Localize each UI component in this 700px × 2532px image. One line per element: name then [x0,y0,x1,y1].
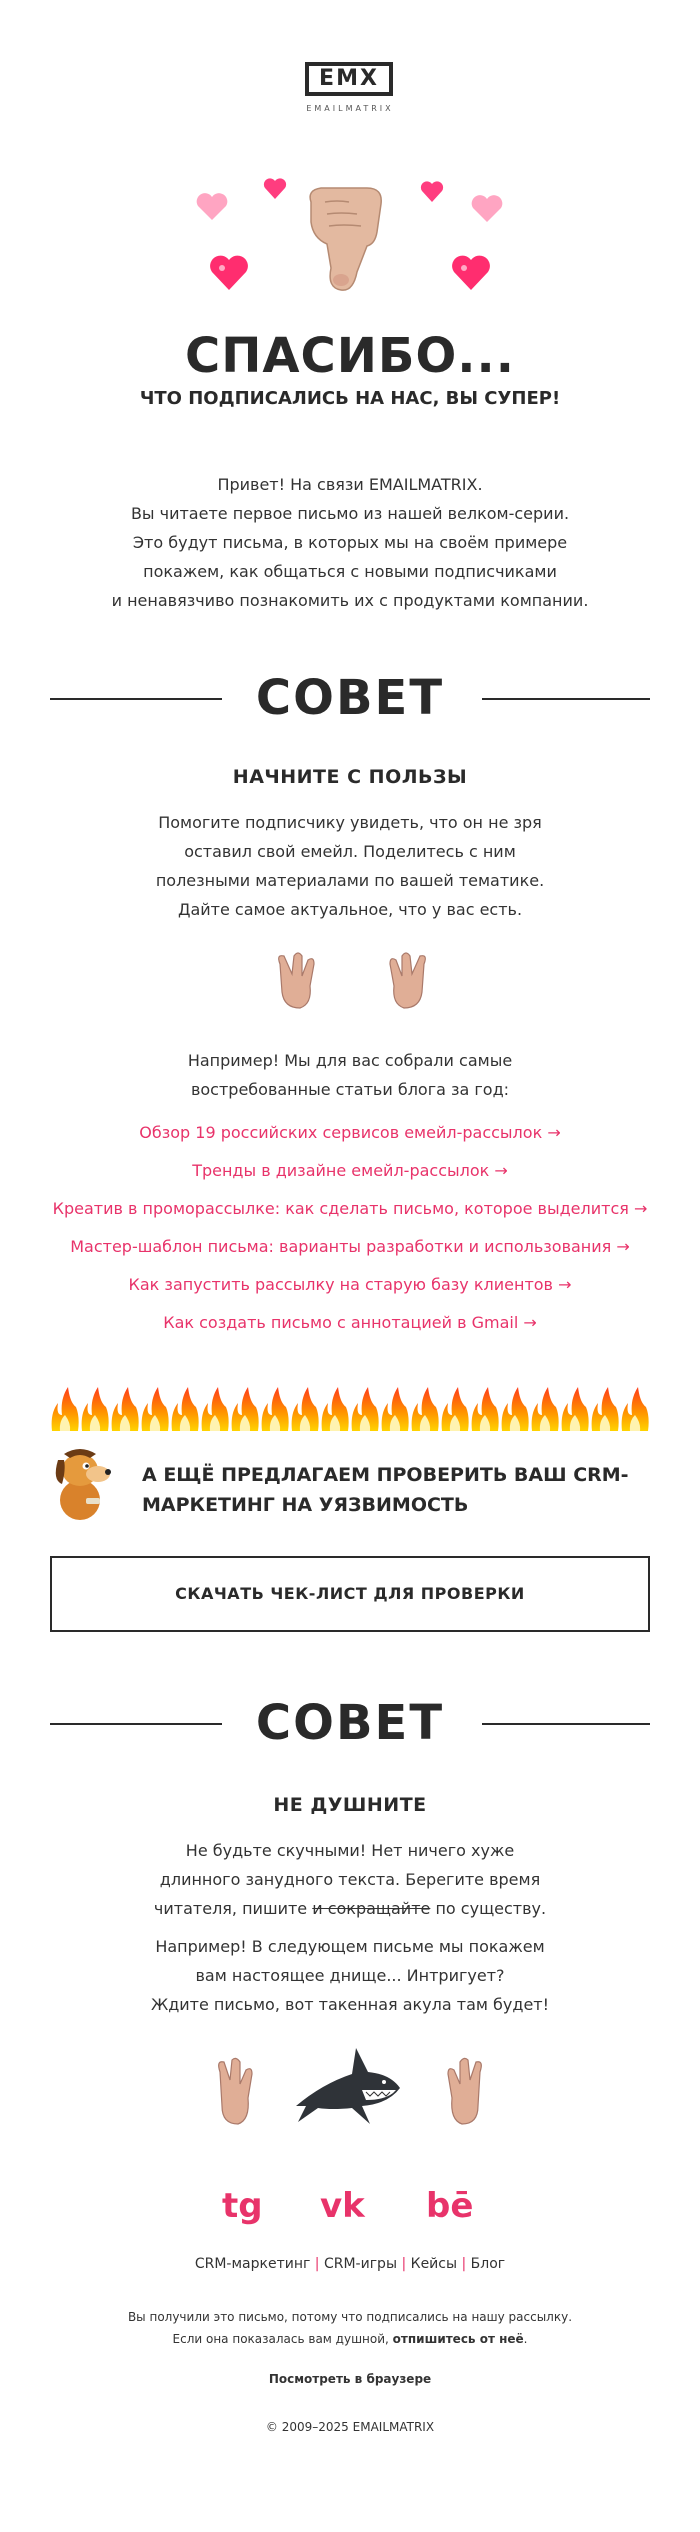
tip2-text [0,1836,700,1923]
open-hands-icon [368,950,432,1012]
logo-mark[interactable]: EMX [305,62,393,96]
article-link[interactable]: Обзор 19 российских сервисов емейл-рассылок → [139,1123,561,1142]
footer-link-blog[interactable]: Блог [470,2256,506,2272]
intro-text [0,470,700,615]
copyright: © 2009–2025 EMAILMATRIX [265,2420,435,2434]
intro-line: Вы читаете первое письмо из нашей велком-серии. [130,504,570,523]
tip1-line: полезными материалами по вашей тематике. [155,871,545,890]
footer-link-crm-games[interactable]: CRM-игры [323,2256,397,2272]
open-hands-icon [432,2056,488,2128]
tip1-text [0,808,700,924]
tip2-example-line: Например! В следующем письме мы покажем [155,1937,545,1956]
view-in-browser-link[interactable]: Посмотреть в браузере [268,2372,432,2386]
footer-note-line: Вы получили это письмо, потому что подписались на нашу рассылку. [127,2310,573,2324]
tip1-header: СОВЕТ [255,670,445,726]
heart-icon [208,254,250,292]
article-link[interactable]: Как запустить рассылку на старую базу клиентов → [128,1275,572,1294]
tip1-example [0,1046,700,1104]
tip2-example-line: вам настоящее днище... Интригует? [195,1966,505,1985]
tip2-line: Не будьте скучными! Нет ничего хуже [185,1841,515,1860]
tip2-line: длинного занудного текста. Берегите время [159,1870,541,1889]
footer-note-text: . [523,2332,528,2346]
fire-icon [52,1387,649,1431]
telegram-link[interactable]: tg [222,2186,263,2226]
fire-strip [50,1385,650,1431]
footer-note-text: Если она показалась вам душной, [172,2332,393,2346]
heart-icon [263,178,287,200]
dog-icon [50,1444,116,1524]
tip2-title: НЕ ДУШНИТЕ [273,1794,427,1816]
tip2-line [0,1894,700,1923]
pointing-hand-icon [297,182,393,298]
tip2-text-part: по существу. [430,1899,547,1918]
article-link[interactable]: Тренды в дизайне емейл-рассылок → [192,1161,508,1180]
behance-link[interactable]: bē [426,2186,474,2226]
footer-note [0,2306,700,2350]
crm-title-line: МАРКЕТИНГ НА УЯЗВИМОСТЬ [142,1494,469,1516]
intro-line: Привет! На связи EMAILMATRIX. [217,475,483,494]
footer-note-line [0,2328,700,2350]
example-line: востребованные статьи блога за год: [190,1080,510,1099]
vk-link[interactable]: vk [320,2186,365,2226]
crm-title-line: А ЕЩЁ ПРЕДЛАГАЕМ ПРОВЕРИТЬ ВАШ CRM- [142,1464,629,1486]
download-checklist-button[interactable]: СКАЧАТЬ ЧЕК-ЛИСТ ДЛЯ ПРОВЕРКИ [50,1556,650,1632]
logo-subtitle: EMAILMATRIX [306,104,394,113]
tip2-header: СОВЕТ [255,1695,445,1751]
footer-separator: | [461,2256,467,2272]
intro-line: Это будут письма, в которых мы на своём примере [132,533,568,552]
heart-icon [195,192,229,222]
crm-title [142,1460,662,1520]
footer-link-cases[interactable]: Кейсы [410,2256,458,2272]
hero-title: СПАСИБО... [184,328,516,384]
heart-icon [420,181,444,203]
hero-subtitle: ЧТО ПОДПИСАЛИСЬ НА НАС, ВЫ СУПЕР! [139,388,561,409]
open-hands-icon [212,2056,268,2128]
example-line: Например! Мы для вас собрали самые [187,1051,513,1070]
article-link[interactable]: Как создать письмо с аннотацией в Gmail → [163,1313,537,1332]
shark-icon [292,2044,408,2128]
tip2-strikethrough: и сокращайте [312,1899,431,1918]
tip1-line: Дайте самое актуальное, что у вас есть. [177,900,523,919]
tip1-title: НАЧНИТЕ С ПОЛЬЗЫ [232,766,468,788]
footer-separator: | [314,2256,320,2272]
intro-line: покажем, как общаться с новыми подписчиками [143,562,557,581]
article-links [0,1114,700,1342]
footer-link-crm-marketing[interactable]: CRM-маркетинг [194,2256,311,2272]
footer-nav [0,2256,700,2272]
tip1-line: Помогите подписчику увидеть, что он не зря [158,813,542,832]
intro-line: и ненавязчиво познакомить их с продуктами компании. [111,591,589,610]
heart-icon [450,254,492,292]
tip2-example-line: Ждите письмо, вот такенная акула там будет! [150,1995,550,2014]
tip2-example [0,1932,700,2019]
tip1-line: оставил свой емейл. Поделитесь с ним [184,842,516,861]
footer-separator: | [401,2256,407,2272]
unsubscribe-link[interactable]: отпишитесь от неё [392,2332,524,2346]
tip2-text-part: читателя, пишите [153,1899,313,1918]
article-link[interactable]: Мастер-шаблон письма: варианты разработки и использования → [70,1237,630,1256]
article-link[interactable]: Креатив в проморассылке: как сделать письмо, которое выделится → [52,1199,648,1218]
open-hands-icon [272,950,336,1012]
heart-icon [470,194,504,224]
